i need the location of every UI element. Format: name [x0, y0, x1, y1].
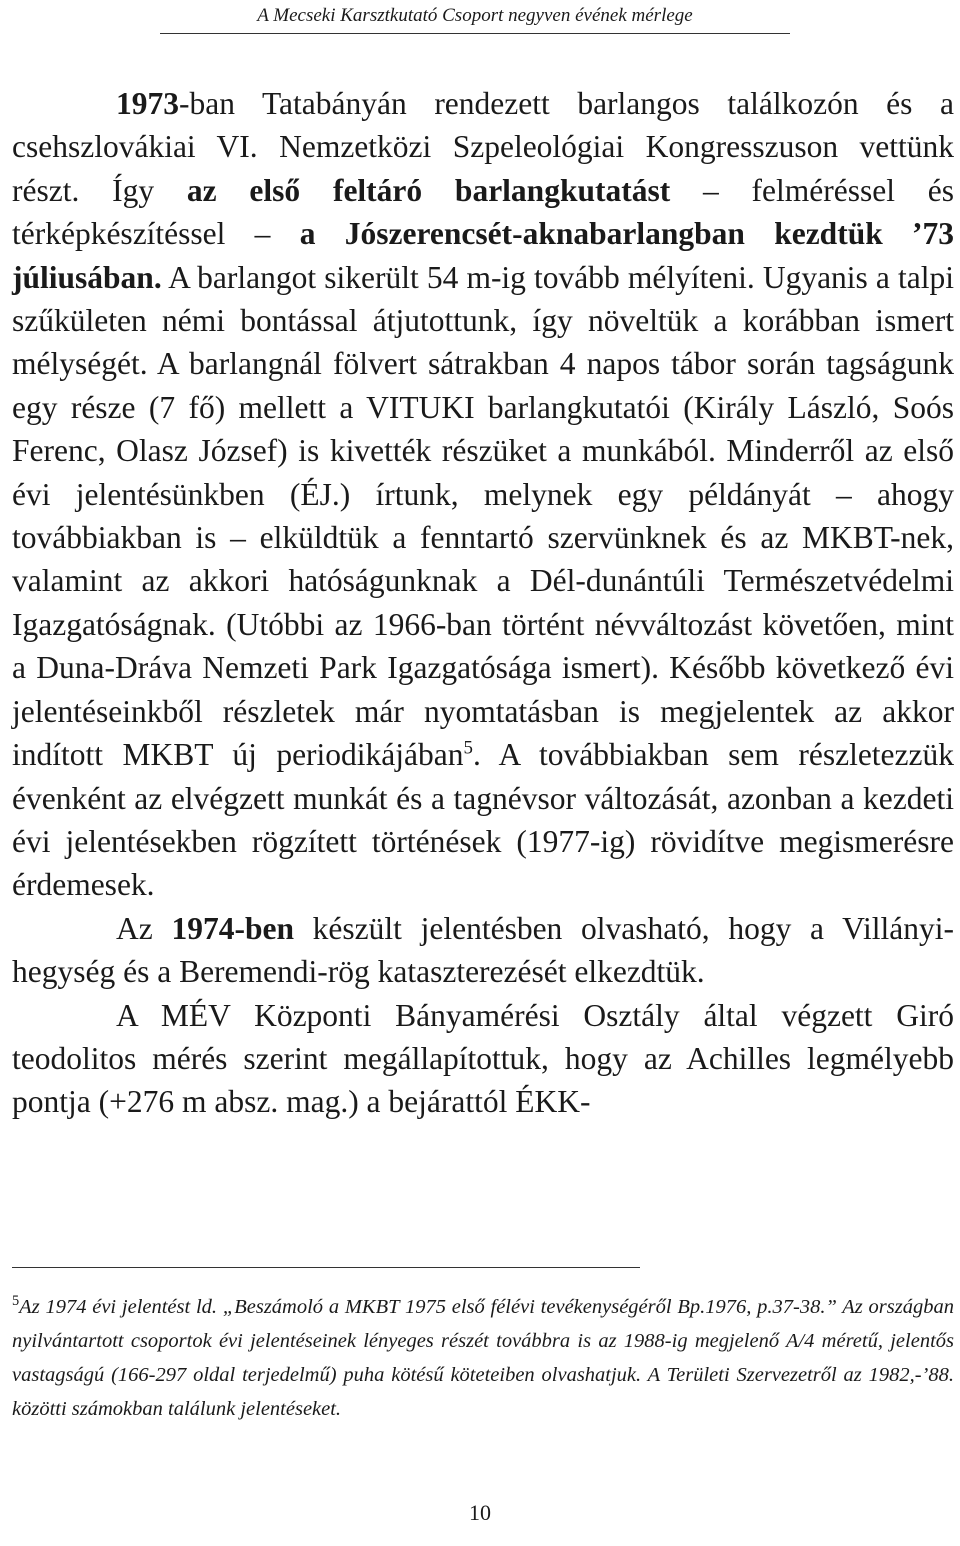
paragraph-text: készült jelentésben olvasható, hogy a Villányi-hegység és a Beremendi-rög kataszterezését elkezdtük. — [12, 910, 954, 990]
paragraph-1974 — [12, 907, 954, 994]
paragraph-text: A MÉV Központi Bányamérési Osztály által végzett Giró teodolitos mérés szerint megállapítottuk, hogy az Achilles legmélyebb pontja (+276 m absz. mag.) a bejárattól ÉKK- — [12, 997, 954, 1120]
running-header-title: A Mecseki Karsztkutató Csoport negyven évének mérlege — [257, 5, 693, 26]
footnote-text: Az 1974 évi jelentést ld. „Beszámoló a MKBT 1975 első félévi tevékenységéről Bp.1976, p.37-38.” Az országban nyilvántartott csoportok évi jelentéseinek lényeges részét továbbra is az 1988-ig megjelenő A/4 méretű, jelentős vastagságú (166-297 oldal terjedelmű) puha kötésű köteteiben olvashatjuk. A Területi Szervezetről az 1982,-’88. közötti számokban találunk jelentéseket. — [12, 1296, 954, 1420]
footnote-reference[interactable]: 5 — [463, 737, 473, 759]
paragraph-1973 — [12, 82, 954, 907]
year-1973: 1973 — [116, 86, 179, 121]
body-text — [12, 82, 954, 1124]
page-number: 10 — [469, 1500, 491, 1525]
paragraph-text: – felméréssel és térképkészítéssel – — [12, 172, 955, 252]
emphasis-text: az első feltáró barlangkutatást — [186, 172, 671, 208]
paragraph-text: . A továbbiakban sem részletezzük évenként az elvégzett munkát és a tagnévsor változását, azonban a kezdeti évi jelentésekben rögzített történések (1977-ig) rövidítve megismerésre érdemesek. — [12, 737, 954, 903]
running-header — [160, 2, 790, 34]
footnote-divider — [12, 1267, 640, 1268]
paragraph-text: Az — [116, 910, 172, 946]
paragraph-mev — [12, 994, 954, 1124]
footnote — [12, 1290, 954, 1426]
paragraph-text: A barlangot sikerült 54 m-ig tovább mélyíteni. Ugyanis a talpi szűkületen némi bontással átjutottunk, így növeltük a korábban ismert mélységét. A barlangnál fölvert sátrakban 4 napos tábor során tagságunk egy része (7 fő) mellett a VITUKI barlangkutatói (Király László, Soós Ferenc, Olasz József) is kivették részüket a munkából. Minderről az első évi jelentésünkben (ÉJ.) írtunk, melynek egy példányát – ahogy továbbiakban is – elküldtük a fenntartó szervünknek és az MKBT-nek, valamint az akkori hatóságunknak a Dél-dunántúli Természetvédelmi Igazgatóságnak. (Utóbbi az 1966-ban történt névváltozást követően, mint a Duna-Dráva Nemzeti Park Igazgatósága ismert). Később következő évi jelentéseinkből részletek már nyomtatásban is megjelentek az akkor indított MKBT új periodikájában — [12, 259, 954, 773]
footnote-marker: 5 — [12, 1293, 20, 1310]
paragraph-text: -ban Tatabányán rendezett barlangos találkozón és a csehszlovákiai VI. Nemzetközi Szpeleológiai Kongresszuson vettünk részt. Így — [12, 86, 954, 208]
emphasis-text: a Jószerencsét-aknabarlangban kezdtük ’73 júliusában. — [12, 216, 954, 295]
year-1974: 1974-ben — [171, 910, 294, 946]
